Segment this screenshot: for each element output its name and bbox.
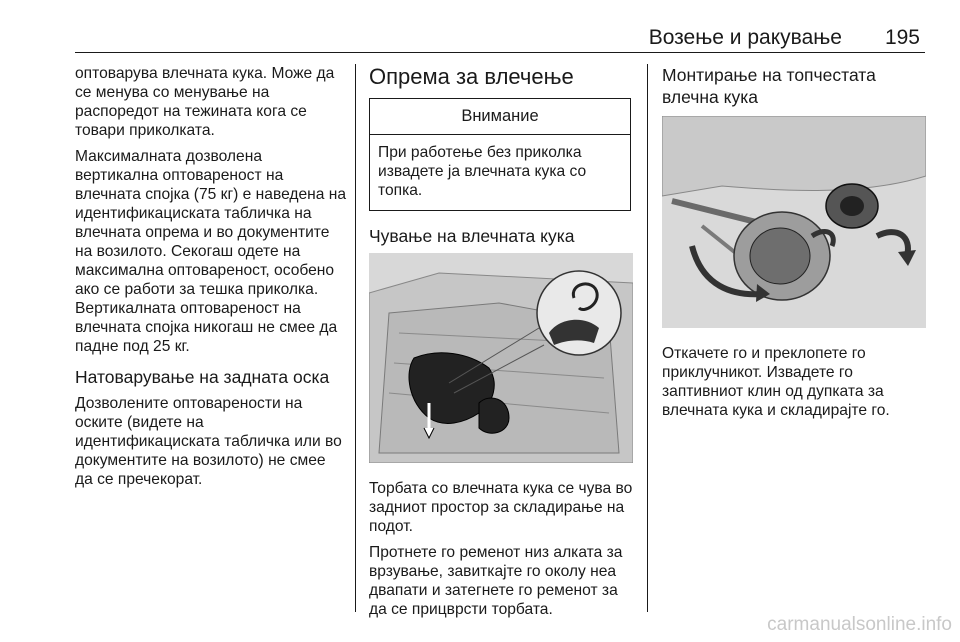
towbar-storage-illustration <box>369 253 633 463</box>
header-rule <box>75 52 925 53</box>
warning-box <box>369 98 631 211</box>
watermark: carmanualsonline.info <box>767 614 952 635</box>
col1-paragraph-2: Максималната дозволена вертикална оптовареност на влечната спојка (75 кг) е наведена на идентификациската табличка на влечната опрема и во документите на возилото. Секогаш одете на максимална оптовареност, особено ако се работи за тешка приколка. Вертикалната оптовареност на влечната спојка никогаш не смее да падне под 25 кг. <box>75 148 347 355</box>
column-3 <box>662 64 926 427</box>
column-divider-2 <box>647 64 648 612</box>
col1-paragraph-3: Дозволените оптоварености на оските (видете на идентификациската табличка или во документите на возилото) не смее да се пречекорат. <box>75 395 342 488</box>
col3-paragraph-1: Откачете го и преклопете го приклучникот. Извадете го заптивниот клин од дупката за влечната кука и складирајте го. <box>662 345 890 419</box>
col2-paragraph-2: Протнете го ременот низ алката за врзување, завиткајте го околу неа двапати и затегнете го ременот за да се прицврсти торбата. <box>369 544 623 618</box>
col1-paragraph-1: оптоварува влечната кука. Може да се менува со менување на распоредот на тежината кога се товари приколката. <box>75 65 335 139</box>
warning-title: Внимание <box>370 99 630 135</box>
col2-paragraph-1: Торбата со влечната кука се чува во задниот простор за складирање на подот. <box>369 480 633 535</box>
towbar-mounting-illustration <box>662 116 926 328</box>
column-1 <box>75 64 347 496</box>
page-number: 195 <box>884 26 920 49</box>
column-2 <box>369 64 633 626</box>
warning-text: При работење без приколка извадете ја влечната кука со топка. <box>378 144 587 199</box>
towing-equipment-heading: Опрема за влечење <box>369 64 574 89</box>
page-header-title: Возење и ракување <box>648 26 842 49</box>
rear-axle-heading: Натоварување на задната оска <box>75 367 330 387</box>
storage-subheading: Чување на влечната кука <box>369 226 575 246</box>
column-divider-1 <box>355 64 356 612</box>
mounting-heading: Монтирање на топчестата влечна кука <box>662 65 876 107</box>
